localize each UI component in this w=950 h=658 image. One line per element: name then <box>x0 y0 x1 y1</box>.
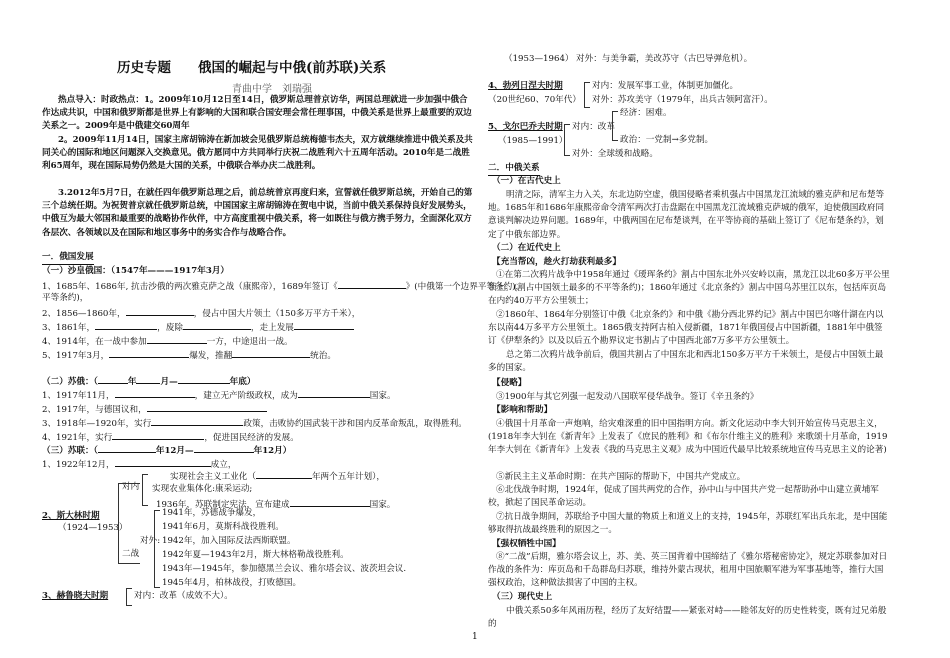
tsar-item-2: 2、1856—1860年， ，侵占中国大片领土（150多万平方千米）， <box>42 306 360 321</box>
page-number: 1 <box>472 632 478 642</box>
tsar-item-4: 4、1914年，在一战中参加 一方，中途退出一战。 <box>42 334 293 349</box>
brezhnev-domestic: 对内：发展军事工业，体制更加僵化。 <box>592 81 739 91</box>
tsar-item-1: 1、1685年、1686年, 抗击沙俄的两次雅克萨之战（康熙帝），1689年签订《 》(中俄第一个边界平等条约)， <box>42 279 524 294</box>
domestic-brace <box>142 474 148 506</box>
ww2-event-5: 1943年—1945年，参加德黑兰会议、雅尔塔会议、波茨坦会议. <box>162 564 407 574</box>
brezhnev-period: 4、勃列日涅夫时期 <box>488 81 563 91</box>
aggression-heading: 【侵略】 <box>492 378 527 388</box>
gorbachev-period: 5、戈尔巴乔夫时期 <box>488 122 563 132</box>
contemporary-text: 中俄关系50多年风雨历程，经历了友好结盟——紧张对峙——睦邻友好的历史性转变，既有过兄弟般的 <box>488 606 887 630</box>
khrushchev-period: 3、赫鲁晓夫时期 <box>42 591 109 601</box>
ww2-event-4: 1942年夏—1943年2月，斯大林格勒战役胜利。 <box>162 550 349 560</box>
influence-text-1: ④俄国十月革命一声炮响，给灾难深重的旧中国指明方向。新文化运动中李大钊开始宣传马克思主义，(1918年李大钊在《新青年》上发表了《庶民的胜利》和《布尔什维主义的胜利》来歌颂十月革命，1919年李大钊在《新青年》上发表《我的马克思主义观》成为中国近代最早比较系统地宣传马克思主义的论著) <box>488 419 888 456</box>
ww2-event-3: 1942年，加入国际反法西斯联盟。 <box>162 536 296 546</box>
tsar-item-5: 5、1917年3月， 爆发，推翻 统治。 <box>42 348 336 363</box>
stalin-years: （1924—1953） <box>58 523 128 533</box>
foreign-label: 对外: <box>140 536 161 546</box>
stalin-brace-bottom <box>118 563 140 564</box>
influence-heading: 【影响和帮助】 <box>492 405 553 415</box>
brezhnev-brace <box>584 82 590 108</box>
ww2-event-1: 1941年，苏德战争爆发， <box>162 508 262 518</box>
collectivization: 实现农业集体化:康采运动; <box>152 484 253 494</box>
ww2-label: 二战 <box>122 549 140 559</box>
stalin-brace-top <box>118 483 140 484</box>
constitution-1936: 1936年，苏联制定宪法，宣布建成 国家。 <box>156 497 395 512</box>
tsar-heading: （一）沙皇俄国：（1547年———1917年3月） <box>42 266 230 276</box>
domestic-label: 对内 <box>122 482 140 492</box>
ww2-brace <box>154 510 160 588</box>
section-sino-russian-relations: 二．中俄关系 <box>488 162 540 176</box>
ussr-heading: （三）苏联：（ 年12月— 年12月） <box>42 443 291 458</box>
industrialization: 实现社会主义工业化（ 年两个五年计划）， <box>170 469 385 484</box>
ancient-heading: （一）在古代史上 <box>492 176 561 186</box>
accomplice-text-3: 总之第二次鸦片战争前后，俄国共割占了中国东北和西北150多万平方千米领土，是侵占中国领土最多的国家。 <box>488 350 884 374</box>
khrushchev-years: （1953—1964） <box>504 54 574 64</box>
author: 青曲中学 刘瑞强 <box>232 84 312 95</box>
khrushchev-domestic: 对内：改革（成效不大）。 <box>134 591 233 601</box>
accomplice-heading: 【充当帮凶，趁火打劫获利最多】 <box>492 257 621 267</box>
influence-text-4: ⑦抗日战争期间，苏联给予中国大量的物质上和道义上的支持，1945年，苏联红军出兵东北，是中国能够取得抗战最终胜利的原因之一。 <box>488 512 888 536</box>
intro-p2: 2。2009年11月14日，国家主席胡锦涛在新加坡会见俄罗斯总统梅德韦杰夫，双方就继续推进中俄关系及共同关心的国际和地区问题深入交换意见。俄方愿同中方共同举行庆祝二战胜利六十五周年活动。2010年是二战胜利65周年，现在国际局势仍然是大国的关系，中俄联合举办庆二战胜利。 <box>42 135 473 172</box>
ussr-item-1: 1、1922年12月， 成立， <box>42 457 236 472</box>
influence-text-2: ⑤新民主主义革命时期：在共产国际的帮助下，中国共产党成立。 <box>496 472 746 482</box>
ww2-event-2: 1941年6月，莫斯科战役胜利。 <box>162 522 284 532</box>
intro-p1: 热点导入：时政热点：1。2009年10月12日至14日，俄罗斯总理普京访华，两国总理就进一步加强中俄合作达成共识，中国和俄罗斯都是世界上有影响的大国和联合国安理会常任理事国，中俄关系是世界上最重要的双边关系之一。2009年是中俄建交60周年 <box>42 95 472 132</box>
ww2-event-6: 1945年4月，柏林战役，打败德国。 <box>162 578 302 588</box>
soviet-item-2: 2、1917年，与德国议和， <box>42 402 267 417</box>
section-russia-development: 一．俄国发展 <box>42 251 94 265</box>
aggression-text: ③1900年与其它列强一起发动八国联军侵华战争。签订《辛丑条约》 <box>496 392 759 402</box>
gorbachev-years: （1985—1991） <box>498 136 568 146</box>
khrushchev-foreign: 对外：与美争霸，美改苏守（古巴导弹危机）。 <box>576 54 753 64</box>
page-title: 历史专题 俄国的崛起与中俄(前苏联)关系 <box>117 60 387 76</box>
ancient-text: 明清之际，清军主力入关，东北边防空虚，俄国侵略者乘机强占中国黑龙江流域的雅克萨和尼布楚等地。1685年和1686年康熙帝命令清军两次打击盘踞在中国黑龙江流域雅克萨城的俄军，迫使俄国政府同意谈判解决边界问题。1689年，中俄两国在尼布楚谈判，在平等协商的基础上签订了《尼布楚条约》，划定了中俄东部边界。 <box>488 190 885 240</box>
accomplice-text-2: ②1860年、1864年分别签订中俄《北京条约》和中俄《勘分西北界约记》割占中国巴尔喀什湖在内以东以南44万多平方公里领土。1865俄支持阿古柏入侵新疆，1871年俄国侵占中国新疆，1881年中俄签订《伊犁条约》以及以后五个勘界议定书割占了中国西北部7万多平方公里领土。 <box>488 310 884 347</box>
khrushchev-brace <box>126 588 132 606</box>
modern-heading: （二）在近代史上 <box>492 243 561 253</box>
gorbachev-foreign: 对外：全球缓和战略。 <box>572 149 658 159</box>
brezhnev-foreign: 对外：苏攻美守（1979年，出兵古领阿富汗）。 <box>592 95 773 105</box>
gorbachev-reform-brace <box>612 111 618 141</box>
power-politics-text: ⑧“二战”后期，雅尔塔会议上，苏、美、英三国背着中国缔结了《雅尔塔秘密协定》，规定苏联参加对日作战的条件为：库页岛和千岛群岛归苏联，维持外蒙古现状，租用中国旅顺军港为军事基地等，推行大国强权政治，这种做法损害了中国的主权。 <box>488 552 888 589</box>
soviet-item-1: 1、1917年11月， ，建立无产阶级政权，成为 国家。 <box>42 388 396 403</box>
gorbachev-economy: 经济：困难。 <box>620 108 672 118</box>
soviet-russia-heading: （二）苏俄：（ 年 月— 年底） <box>42 374 255 389</box>
power-politics-heading: 【强权牺牲中国】 <box>492 539 561 549</box>
tsar-item-3: 3、1861年， ，废除 ，走上发展 <box>42 320 354 335</box>
influence-text-3: ⑥北伐战争时期，1924年，促成了国共两党的合作，孙中山与中国共产党一起帮助孙中山建立黄埔军校，掀起了国民革命运动。 <box>488 485 879 509</box>
contemporary-heading: （三）现代史上 <box>492 592 553 602</box>
soviet-item-4: 4、1921年，实行 ，促进国民经济的发展。 <box>42 430 299 445</box>
accomplice-text-1: ①在第二次鸦片战争中1958年通过《瑷珲条约》割占中国东北外兴安岭以南，黑龙江以北60多万平公里领土。(割占中国领土最多的不平等条约)；1860年通过《北京条约》割占中国乌苏里江以东，包括库页岛在内约40万平方公里领土； <box>488 270 890 307</box>
gorbachev-domestic: 对内：改革 <box>572 122 615 132</box>
gorbachev-brace <box>564 124 570 156</box>
stalin-period: 2、斯大林时期 <box>42 511 100 521</box>
brezhnev-years: （20世纪60、70年代） <box>488 95 581 105</box>
soviet-item-3: 3、1918年—1920年，实行 政策，击败协约国武装干涉和国内反革命叛乱，取得胜利。 <box>42 416 467 431</box>
intro-p3: 3.2012年5月7日，在就任四年俄罗斯总理之后，前总统普京再度归来，宣誓就任俄罗斯总统，开始自己的第三个总统任期。为祝贺普京就任俄罗斯总统，中国国家主席胡锦涛在贺电中说，当前中俄关系保持良好发展势头，中俄互为最大邻国和最重要的战略协作伙伴，中方高度重视中俄关系，将一如既往与俄方携手努力，全面深化双方各层次、各领域以及在国际和地区事务中的务实合作与战略合作。 <box>42 188 473 238</box>
tsar-item-1-cont: 平等条约)， <box>42 293 89 303</box>
gorbachev-politics: 政治：一党制→多党制。 <box>620 135 714 145</box>
stalin-brace-line <box>118 483 119 563</box>
